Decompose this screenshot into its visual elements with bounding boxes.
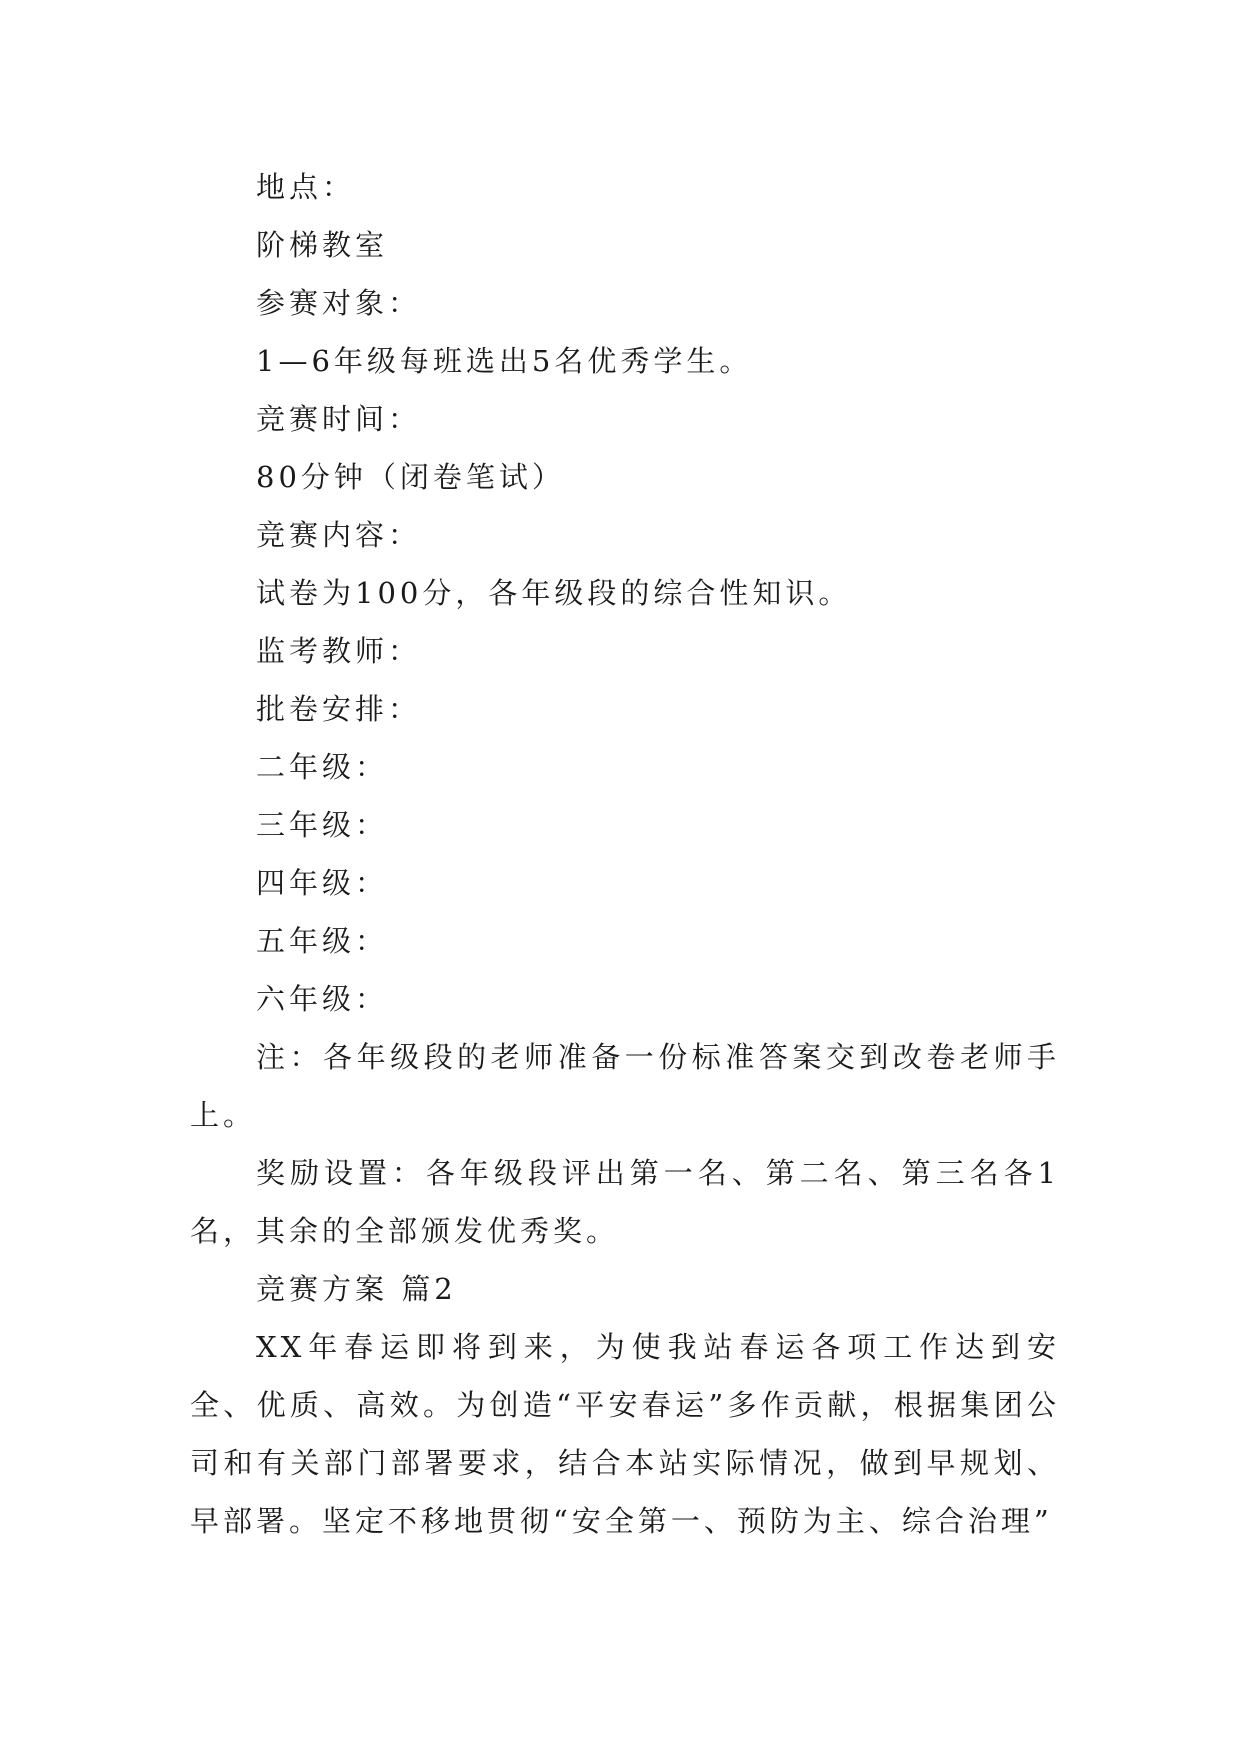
- paragraph-grade-2: 二年级：: [256, 750, 389, 784]
- paragraph-spring-transport: XX年春运即将到来，为使我站春运各项工作达到安全、优质、高效。为创造“平安春运”多作贡献，根据集团公司和有关部门部署要求，结合本站实际情况，做到早规划、早部署。坚定不移地贯彻“安全第一、预防为主、综合治理”: [190, 1330, 1060, 1538]
- paragraph-grade-5: 五年级：: [256, 924, 389, 958]
- paragraph-grade-3: 三年级：: [256, 808, 389, 842]
- paragraph-awards: 奖励设置：各年级段评出第一名、第二名、第三名各1名，其余的全部颁发优秀奖。: [190, 1156, 1060, 1248]
- paragraph-grade-4: 四年级：: [256, 866, 389, 900]
- paragraph-grade-6: 六年级：: [256, 982, 389, 1016]
- paragraph-location-label: 地点：: [256, 170, 356, 204]
- paragraph-note: 注：各年级段的老师准备一份标准答案交到改卷老师手上。: [190, 1040, 1060, 1132]
- document-body: [190, 158, 1060, 1550]
- paragraph-time-label: 竞赛时间：: [256, 402, 422, 436]
- paragraph-participants-label: 参赛对象：: [256, 286, 422, 320]
- paragraph-grading-label: 批卷安排：: [256, 692, 422, 726]
- paragraph-content-value: 试卷为100分，各年级段的综合性知识。: [256, 576, 852, 610]
- paragraph-time-value: 80分钟（闭卷笔试）: [256, 460, 565, 494]
- paragraph-participants-value: 1—6年级每班选出5名优秀学生。: [256, 344, 753, 378]
- paragraph-proctor-label: 监考教师：: [256, 634, 422, 668]
- paragraph-content-label: 竞赛内容：: [256, 518, 422, 552]
- section-heading: 竞赛方案 篇2: [256, 1272, 457, 1306]
- paragraph-location-value: 阶梯教室: [256, 228, 389, 262]
